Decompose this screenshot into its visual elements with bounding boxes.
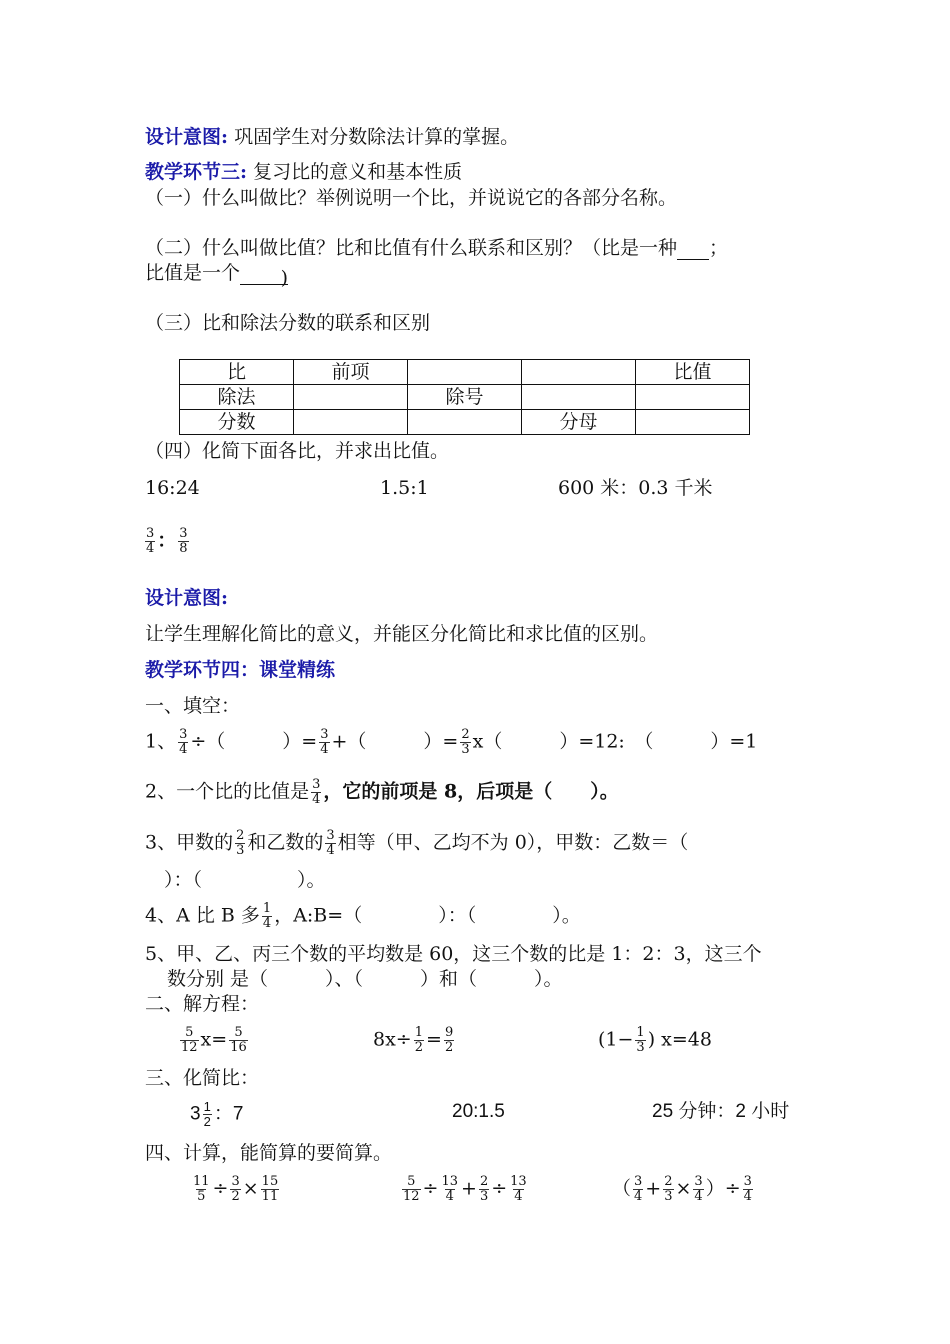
fraction — [192, 1175, 211, 1204]
question-text: 2、一个比的比值是 — [145, 780, 310, 803]
question-4: （四）化简下面各比，并求出比值。 — [145, 440, 450, 462]
question-text: ，A:B=（ ）：（ ）。 — [274, 904, 581, 927]
numerator: 9 — [444, 1025, 454, 1040]
question-text: ，它的前项是 8，后项是（ ）。 — [323, 780, 619, 803]
table-cell: 比 — [180, 360, 294, 385]
answer-blank[interactable] — [240, 266, 289, 289]
question-2-text-2: 比值是一个 — [145, 262, 241, 284]
denominator: 4 — [179, 742, 188, 757]
fraction — [743, 1175, 753, 1204]
numerator: 3 — [231, 1174, 240, 1189]
fraction — [319, 728, 329, 757]
denominator: 4 — [320, 742, 329, 757]
simplify-item-3: 25 分钟：2 小时 — [652, 1101, 790, 1122]
equation-text: ) x=48 — [647, 1028, 712, 1051]
numerator: 2 — [664, 1174, 673, 1189]
equation-text: 8x÷ — [373, 1028, 412, 1051]
fraction-ratio-item — [143, 527, 191, 556]
fraction — [663, 1175, 673, 1204]
table-cell[interactable] — [522, 385, 636, 410]
denominator: 4 — [743, 1189, 752, 1204]
denominator: 11 — [261, 1189, 279, 1204]
section4-heading: 教学环节四：课堂精练 — [145, 659, 336, 681]
denominator: 4 — [326, 843, 335, 858]
denominator: 12 — [403, 1189, 420, 1204]
fraction — [262, 902, 272, 931]
operator: ）÷ — [705, 1177, 741, 1200]
table-cell: 分数 — [180, 410, 294, 435]
table-cell[interactable] — [636, 410, 750, 435]
numerator: 2 — [461, 727, 470, 742]
expression-text: +（ ）= — [331, 730, 459, 753]
fraction — [203, 1100, 212, 1129]
question-2-semicolon: ； — [709, 237, 729, 259]
ratio-item: 1.5:1 — [380, 477, 429, 499]
denominator: 3 — [461, 742, 470, 757]
equation-text: x= — [200, 1028, 228, 1051]
equation-text: = — [426, 1028, 442, 1051]
question-text: 和乙数的 — [247, 831, 324, 854]
fraction — [311, 778, 321, 807]
fraction — [230, 1175, 240, 1204]
part-1-heading: 一、填空： — [145, 695, 241, 717]
question-text: 4、A 比 B 多 — [145, 904, 260, 927]
calc-item-2 — [400, 1175, 530, 1204]
fill-question-5: 5、甲、乙、丙三个数的平均数是 60，这三个数的比是 1：2：3，这三个 — [145, 943, 762, 965]
denominator: 4 — [694, 1189, 703, 1204]
numerator: 1 — [262, 901, 272, 916]
equation-2 — [373, 1026, 456, 1055]
closing-paren: ) — [280, 267, 289, 289]
equation-1 — [178, 1026, 250, 1055]
fraction — [509, 1175, 528, 1204]
table-cell: 前项 — [294, 360, 408, 385]
fraction — [693, 1175, 703, 1204]
table-cell: 比值 — [636, 360, 750, 385]
denominator: 3 — [479, 1189, 489, 1204]
fraction — [635, 1026, 645, 1055]
operator: ÷ — [491, 1177, 508, 1200]
ratio-item: 16:24 — [145, 477, 200, 499]
fraction — [444, 1026, 454, 1055]
table-cell: 除法 — [180, 385, 294, 410]
fraction — [235, 829, 245, 858]
operator: ÷ — [212, 1177, 229, 1200]
operator: + — [645, 1177, 662, 1200]
simplify-item-2: 20:1.5 — [452, 1101, 505, 1122]
numerator: 3 — [320, 727, 329, 742]
numerator: 2 — [236, 828, 245, 843]
numerator: 11 — [193, 1174, 210, 1189]
denominator: 2 — [231, 1189, 240, 1204]
ratio-sign: ： — [157, 529, 177, 552]
operator: × — [675, 1177, 692, 1200]
calc-item-3 — [612, 1175, 755, 1204]
table-cell[interactable] — [408, 410, 522, 435]
table-row — [180, 410, 750, 435]
expression-text: x（ ）=12: （ ）=1 — [472, 730, 758, 753]
numerator: 3 — [743, 1174, 752, 1189]
section3-heading-text: 复习比的意义和基本性质 — [253, 161, 463, 183]
fraction — [402, 1175, 421, 1204]
question-text: 3、甲数的 — [145, 831, 234, 854]
fraction — [180, 1026, 199, 1055]
fraction — [325, 829, 335, 858]
numerator: 3 — [326, 828, 335, 843]
design-intent-2-label — [145, 586, 228, 610]
numerator: 2 — [479, 1174, 489, 1189]
denominator: 4 — [146, 541, 155, 556]
design-intent-text: 巩固学生对分数除法计算的掌握。 — [234, 126, 520, 148]
ratio-comparison-table — [179, 359, 750, 435]
design-intent-1 — [145, 125, 519, 149]
table-cell[interactable] — [522, 360, 636, 385]
numerator: 3 — [694, 1174, 703, 1189]
denominator: 4 — [445, 1189, 454, 1204]
question-2-line2 — [145, 261, 289, 289]
simplify-item-1 — [190, 1100, 243, 1129]
numerator: 15 — [261, 1174, 279, 1189]
fill-question-3 — [145, 829, 688, 858]
question-3: （三）比和除法分数的联系和区别 — [145, 312, 431, 334]
section3-heading — [145, 160, 462, 184]
denominator: 2 — [444, 1040, 454, 1055]
numerator: 13 — [510, 1174, 527, 1189]
fraction — [229, 1026, 248, 1055]
fraction — [633, 1175, 643, 1204]
numerator: 5 — [407, 1174, 416, 1189]
fill-question-4 — [145, 902, 581, 931]
operator: × — [242, 1177, 259, 1200]
denominator: 2 — [414, 1040, 424, 1055]
numerator: 3 — [179, 526, 188, 541]
question-number: 1、 — [145, 730, 177, 753]
part-3-heading: 三、化简比： — [145, 1067, 260, 1089]
fraction — [145, 527, 155, 556]
calc-item-1 — [190, 1175, 281, 1204]
denominator: 12 — [181, 1040, 198, 1055]
operator: + — [461, 1177, 477, 1200]
fraction — [479, 1175, 489, 1204]
numerator: 3 — [179, 727, 188, 742]
fill-question-3-line2: ）：（ ）。 — [145, 869, 326, 891]
fill-question-2 — [145, 778, 619, 807]
numerator: 1 — [636, 1025, 645, 1040]
table-cell[interactable] — [408, 360, 522, 385]
design-intent-2-text: 让学生理解化简比的意义，并能区分化简比和求比值的区别。 — [145, 623, 659, 645]
numerator: 13 — [441, 1174, 459, 1189]
fraction — [178, 527, 188, 556]
denominator: 3 — [664, 1189, 673, 1204]
answer-blank[interactable] — [677, 241, 709, 260]
numerator: 1 — [414, 1025, 424, 1040]
numerator: 3 — [146, 526, 155, 541]
section3-heading-label: 教学环节三: — [145, 161, 248, 183]
equation-3 — [598, 1026, 712, 1055]
table-row — [180, 360, 750, 385]
denominator: 2 — [203, 1114, 211, 1129]
question-2-text: （二）什么叫做比值？比和比值有什么联系和区别？（比是一种 — [145, 237, 678, 259]
denominator: 8 — [179, 541, 188, 556]
paren: （ — [612, 1177, 632, 1200]
numerator: 3 — [634, 1174, 643, 1189]
denominator: 16 — [230, 1040, 247, 1055]
table-cell[interactable] — [636, 385, 750, 410]
denominator: 5 — [197, 1189, 206, 1204]
denominator: 3 — [636, 1040, 645, 1055]
equation-text: (1− — [598, 1028, 634, 1051]
denominator: 3 — [236, 843, 245, 858]
table-row — [180, 385, 750, 410]
question-text: 相等（甲、乙均不为 0），甲数：乙数＝（ — [337, 831, 689, 854]
numerator: 3 — [312, 777, 321, 792]
question-2-line1 — [145, 236, 728, 260]
fraction — [460, 728, 470, 757]
whole-number: 3 — [190, 1103, 201, 1125]
numerator: 5 — [234, 1025, 243, 1040]
fraction — [414, 1026, 424, 1055]
table-cell: 除号 — [408, 385, 522, 410]
ratio-item: 600 米：0.3 千米 — [558, 477, 713, 499]
expression-text: ÷（ ）= — [190, 730, 318, 753]
denominator: 4 — [634, 1189, 643, 1204]
denominator: 4 — [312, 792, 321, 807]
fraction — [440, 1175, 459, 1204]
part-4-heading: 四、计算，能简算的要简算。 — [145, 1142, 393, 1164]
ratio-text: ：7 — [213, 1103, 244, 1125]
denominator: 4 — [262, 916, 272, 931]
part-2-heading: 二、解方程： — [145, 993, 260, 1015]
design-intent-label: 设计意图: — [145, 126, 229, 148]
denominator: 4 — [514, 1189, 523, 1204]
fraction — [178, 728, 188, 757]
design-intent-label: 设计意图: — [145, 587, 229, 609]
table-cell[interactable] — [294, 385, 408, 410]
table-cell: 分母 — [522, 410, 636, 435]
fill-question-5-line2: 数分别 是（ ）、（ ）和（ ）。 — [167, 968, 563, 990]
numerator: 1 — [203, 1099, 211, 1114]
fraction — [261, 1175, 280, 1204]
operator: ÷ — [422, 1177, 439, 1200]
question-1: （一）什么叫做比？举例说明一个比，并说说它的各部分名称。 — [145, 187, 678, 209]
numerator: 5 — [185, 1025, 194, 1040]
fill-question-1 — [145, 728, 757, 757]
table-cell[interactable] — [294, 410, 408, 435]
